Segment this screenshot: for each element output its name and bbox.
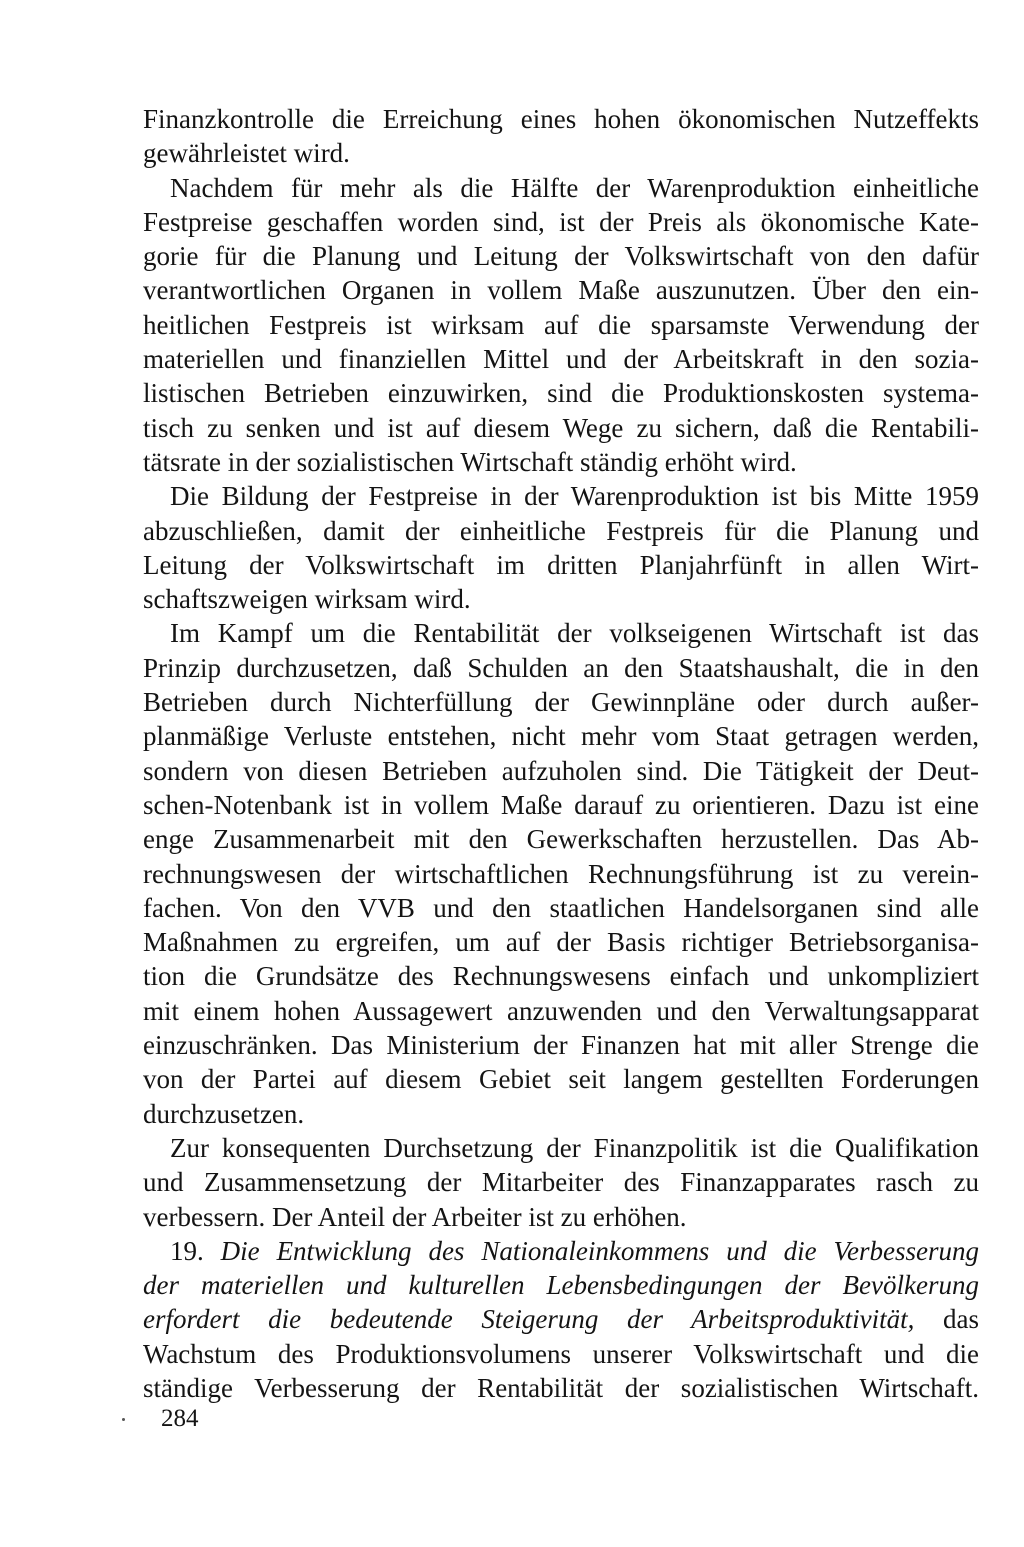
section-19-line-3 xyxy=(143,1302,979,1336)
text-line: Zur konsequenten Durchsetzung der Finanzpolitik ist die Qualifikation xyxy=(170,1132,979,1163)
text-line: Prinzip durchzusetzen, daß Schulden an den Staatshaushalt, die in den xyxy=(143,652,979,683)
text-line: gewährleistet wird. xyxy=(143,138,350,169)
text-line: Betrieben durch Nichterfüllung der Gewinnpläne oder durch außer- xyxy=(143,687,979,718)
section-19-line-5: ständige Verbesserung der Rentabilität der sozialistischen Wirtschaft. xyxy=(143,1372,979,1403)
section-19-italic-1: Die Entwicklung des Nationaleinkommens und die Verbesserung xyxy=(220,1235,980,1266)
section-19-line-4: Wachstum des Produktionsvolumens unserer Volkswirtschaft und die xyxy=(143,1338,979,1369)
page-speck xyxy=(122,1418,125,1421)
text-line: Maßnahmen zu ergreifen, um auf der Basis richtiger Betriebsorganisa- xyxy=(143,927,979,958)
text-line: rechnungswesen der wirtschaftlichen Rechnungsführung ist zu verein- xyxy=(143,858,979,889)
text-line: Im Kampf um die Rentabilität der volkseigenen Wirtschaft ist das xyxy=(170,618,979,649)
text-line: Finanzkontrolle die Erreichung eines hohen ökonomischen Nutzeffekts xyxy=(143,104,979,134)
page-number: 284 xyxy=(161,1405,199,1432)
text-line: Festpreise geschaffen worden sind, ist der Preis als ökonomische Kate- xyxy=(143,206,979,237)
body-text xyxy=(143,102,979,1234)
text-line: Leitung der Volkswirtschaft im dritten Planjahrfünft in allen Wirt- xyxy=(143,549,979,580)
text-line: planmäßige Verluste entstehen, nicht mehr vom Staat getragen werden, xyxy=(143,721,979,752)
text-line: verantwortlichen Organen in vollem Maße auszunutzen. Über den ein- xyxy=(143,275,979,306)
text-line: tätsrate in der sozialistischen Wirtschaft ständig erhöht wird. xyxy=(143,446,797,477)
section-number: 19. xyxy=(170,1235,204,1266)
text-line: heitlichen Festpreis ist wirksam auf die sparsamste Verwendung der xyxy=(143,309,979,340)
text-line: Nachdem für mehr als die Hälfte der Warenproduktion einheitliche xyxy=(170,172,979,203)
text-line: enge Zusammenarbeit mit den Gewerkschaften herzustellen. Das Ab- xyxy=(143,824,979,855)
text-line: sondern von diesen Betrieben aufzuholen sind. Die Tätigkeit der Deut- xyxy=(143,755,979,786)
text-line: fachen. Von den VVB und den staatlichen Handelsorganen sind alle xyxy=(143,892,979,923)
text-line: schen-Notenbank ist in vollem Maße darauf zu orientieren. Dazu ist eine xyxy=(143,789,979,820)
text-line: tisch zu senken und ist auf diesem Wege zu sichern, daß die Rentabili- xyxy=(143,412,979,443)
text-line: gorie für die Planung und Leitung der Volkswirtschaft von den dafür xyxy=(143,241,979,272)
section-19 xyxy=(143,1234,979,1405)
section-19-line-1 xyxy=(143,1234,979,1268)
section-19-line-2 xyxy=(143,1268,979,1302)
text-line: und Zusammensetzung der Mitarbeiter des Finanzapparates rasch zu xyxy=(143,1167,979,1198)
section-19-line-3-rest: das xyxy=(943,1304,980,1335)
text-line: Die Bildung der Festpreise in der Warenproduktion ist bis Mitte 1959 xyxy=(170,481,979,512)
text-line: durchzusetzen. xyxy=(143,1098,305,1129)
page-body xyxy=(143,102,979,1405)
text-line: von der Partei auf diesem Gebiet seit langem gestellten Forderungen xyxy=(143,1064,979,1095)
section-19-italic-3: erfordert die bedeutende Steigerung der Arbeitsproduktivität, xyxy=(143,1304,915,1335)
section-19-italic-2: der materiellen und kulturellen Lebensbedingungen der Bevölkerung xyxy=(143,1270,979,1301)
text-line: schaftszweigen wirksam wird. xyxy=(143,584,471,615)
text-line: tion die Grundsätze des Rechnungswesens einfach und unkompliziert xyxy=(143,961,979,992)
text-line: abzuschließen, damit der einheitliche Festpreis für die Planung und xyxy=(143,515,979,546)
text-line: einzuschränken. Das Ministerium der Finanzen hat mit aller Strenge die xyxy=(143,1030,979,1061)
text-line: verbessern. Der Anteil der Arbeiter ist zu erhöhen. xyxy=(143,1201,687,1232)
text-line: listischen Betrieben einzuwirken, sind die Produktionskosten systema- xyxy=(143,378,979,409)
text-line: mit einem hohen Aussagewert anzuwenden und den Verwaltungsapparat xyxy=(143,995,979,1026)
text-line: materiellen und finanziellen Mittel und der Arbeitskraft in den sozia- xyxy=(143,344,979,375)
